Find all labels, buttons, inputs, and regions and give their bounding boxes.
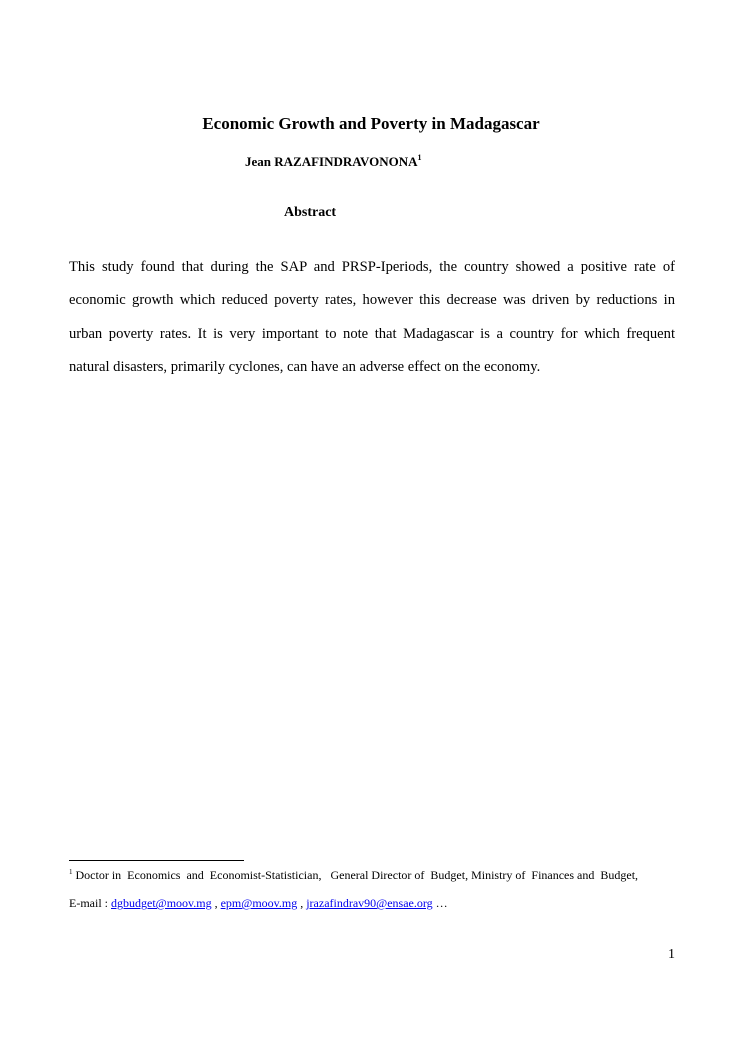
email-separator: , [211,896,221,910]
footnote-marker: 1 [69,868,73,876]
author-footnote-marker[interactable]: 1 [417,153,422,162]
email-trailing-ellipsis: … [432,896,448,910]
page-number: 1 [668,947,675,962]
footnote [69,867,638,883]
abstract-heading: Abstract [284,205,337,220]
footnote-text: Doctor in Economics and Economist-Statistician, General Director of Budget, Ministry of Finances and Budget, [72,868,639,882]
email-label: E-mail : [69,896,111,910]
email-link-epm[interactable]: epm@moov.mg [220,896,298,910]
abstract-line: economic growth which reduced poverty rates, however this decrease was driven by reductions in [69,292,675,309]
abstract-line: This study found that during the SAP and PRSP-Iperiods, the country showed a positive rate of [69,259,675,275]
abstract-line: urban poverty rates. It is very important to note that Madagascar is a country for which frequent [69,325,675,342]
email-link-dgbudget[interactable]: dgbudget@moov.mg [111,896,212,910]
paper-title: Economic Growth and Poverty in Madagascar [202,114,540,133]
abstract-line: natural disasters, primarily cyclones, can have an adverse effect on the economy. [69,359,541,376]
author-line [245,152,421,172]
footnote-separator [69,860,244,861]
email-separator: , [297,896,307,910]
footnote-email-line [69,895,448,911]
email-link-jrazafindrav[interactable]: jrazafindrav90@ensae.org [306,896,433,910]
author-name: Jean RAZAFINDRAVONONA [245,154,418,169]
abstract-body [69,251,675,385]
